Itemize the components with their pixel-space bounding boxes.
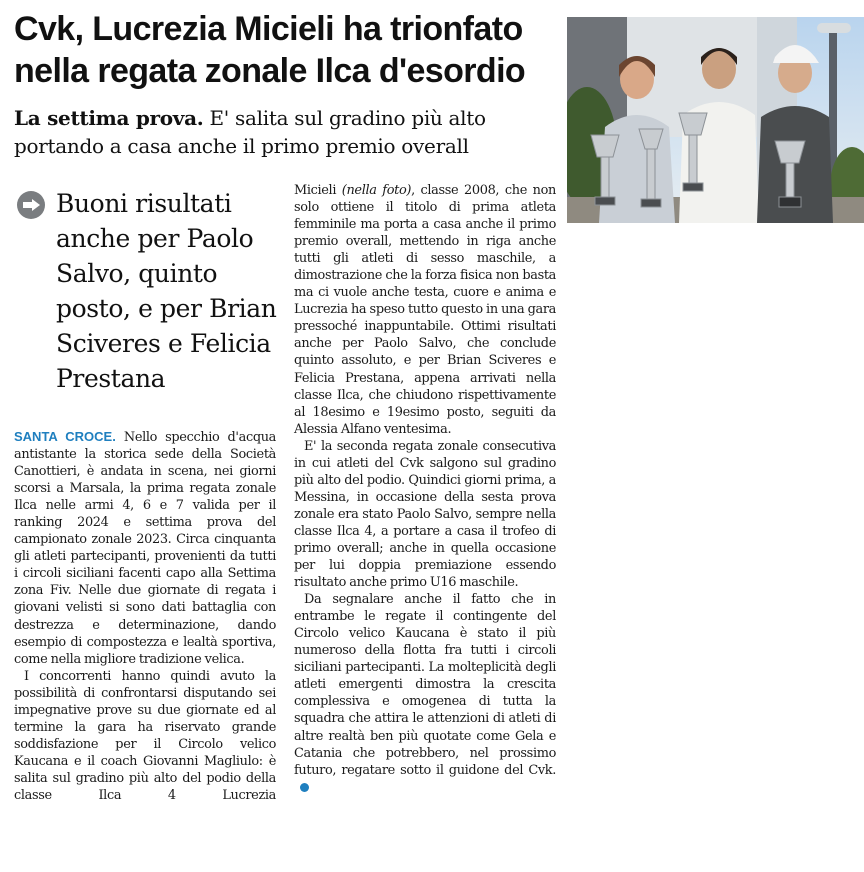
paragraph	[14, 428, 276, 668]
podium-photo-illustration	[567, 17, 864, 223]
paragraph: E' la seconda regata zonale consecutiva in cui atleti del Cvk salgono sul gradino più alto del podio. Quindici giorni prima, a Messina, in occasione della sesta prova zonale era stato Paolo Salvo, sempre nella classe Ilca 4, a portare a casa il trofeo di primo overall; anche in quella occasione per lui doppia premiazione essendo risultato anche primo U16 maschile.	[294, 438, 556, 591]
article-subhead	[14, 104, 560, 160]
dateline: SANTA CROCE.	[14, 429, 116, 444]
pull-quote	[14, 186, 284, 396]
subhead-text: E' salita sul gradino più alto portando a casa anche il primo premio overall	[14, 106, 486, 158]
article-photo	[567, 17, 864, 223]
paragraph-text: , classe 2008, che non solo ottiene il titolo di prima atleta femminile ma porta a casa anche il primo premio overall, mettendo in riga anche tutti gli atleti di sesso maschile, a dimostrazione che la forza fisica non basta ma ci vuole anche testa, cuore e anima e Lucrezia ha speso tutto questo in una gara pressoché inappuntabile. Ottimi risultati anche per Paolo Salvo, che conclude quinto assoluto, e per Brian Sciveres e Felicia Prestana, appena arrivati nella classe Ilca, che chiudono rispettivamente al 18esimo e 19esimo posto, seguiti da Alessia Alfano ventesima.	[294, 183, 556, 437]
paragraph: I concorrenti hanno quindi avuto la possibilità di confrontarsi disputando sei impegnative prove su due giornate ed al termine la gara ha riservato grande soddisfazione per il Circolo velico Kaucana e il coach Giovanni Magliulo: è salita sul gradino più alto del podio della classe Ilca 4 Lucrezia	[14, 668, 276, 803]
subhead-kicker: La settima prova.	[14, 106, 204, 130]
paragraph-text: Micieli	[294, 183, 342, 198]
end-dot-icon	[300, 783, 309, 792]
paragraph-text: Da segnalare anche il fatto che in entrambe le regate il contingente del Circolo velico Kaucana è stato il più numeroso della flotta fra tutti i circoli siciliani partecipanti. La molteplicità degli atleti emergenti dimostra la crescita complessiva e omogenea di tutta la squadra che attira le attenzioni di atleti di altre realtà ben più quotate come Gela e Catania che potrebbero, nel prossimo futuro, regatare sotto il guidone del Cvk.	[294, 592, 556, 778]
paragraph	[294, 182, 556, 438]
photo-reference: (nella foto)	[341, 183, 412, 198]
article-column-1	[14, 428, 276, 804]
article-column-2	[294, 182, 556, 796]
article-headline: Cvk, Lucrezia Micieli ha trionfato nella regata zonale Ilca d'esordio	[14, 10, 526, 90]
arrow-circle-icon	[16, 190, 46, 220]
paragraph	[294, 591, 556, 796]
pull-quote-text: Buoni risultati anche per Paolo Salvo, quinto posto, e per Brian Sciveres e Felicia Prestana	[56, 189, 277, 393]
paragraph-text: Nello specchio d'acqua antistante la storica sede della Società Canottieri, è andata in scena, nei giorni scorsi a Marsala, la prima regata zonale Ilca nelle armi 4, 6 e 7 valida per il ranking 2024 e settima prova del campionato zonale 2023. Circa cinquanta gli atleti partecipanti, provenienti da tutti i circoli siciliani facenti capo alla Settima zona Fiv. Nelle due giornate di regata i giovani velisti si sono dati battaglia con destrezza e determinazione, dando esempio di compostezza e lealtà sportiva, come nella migliore tradizione velica.	[14, 430, 277, 667]
